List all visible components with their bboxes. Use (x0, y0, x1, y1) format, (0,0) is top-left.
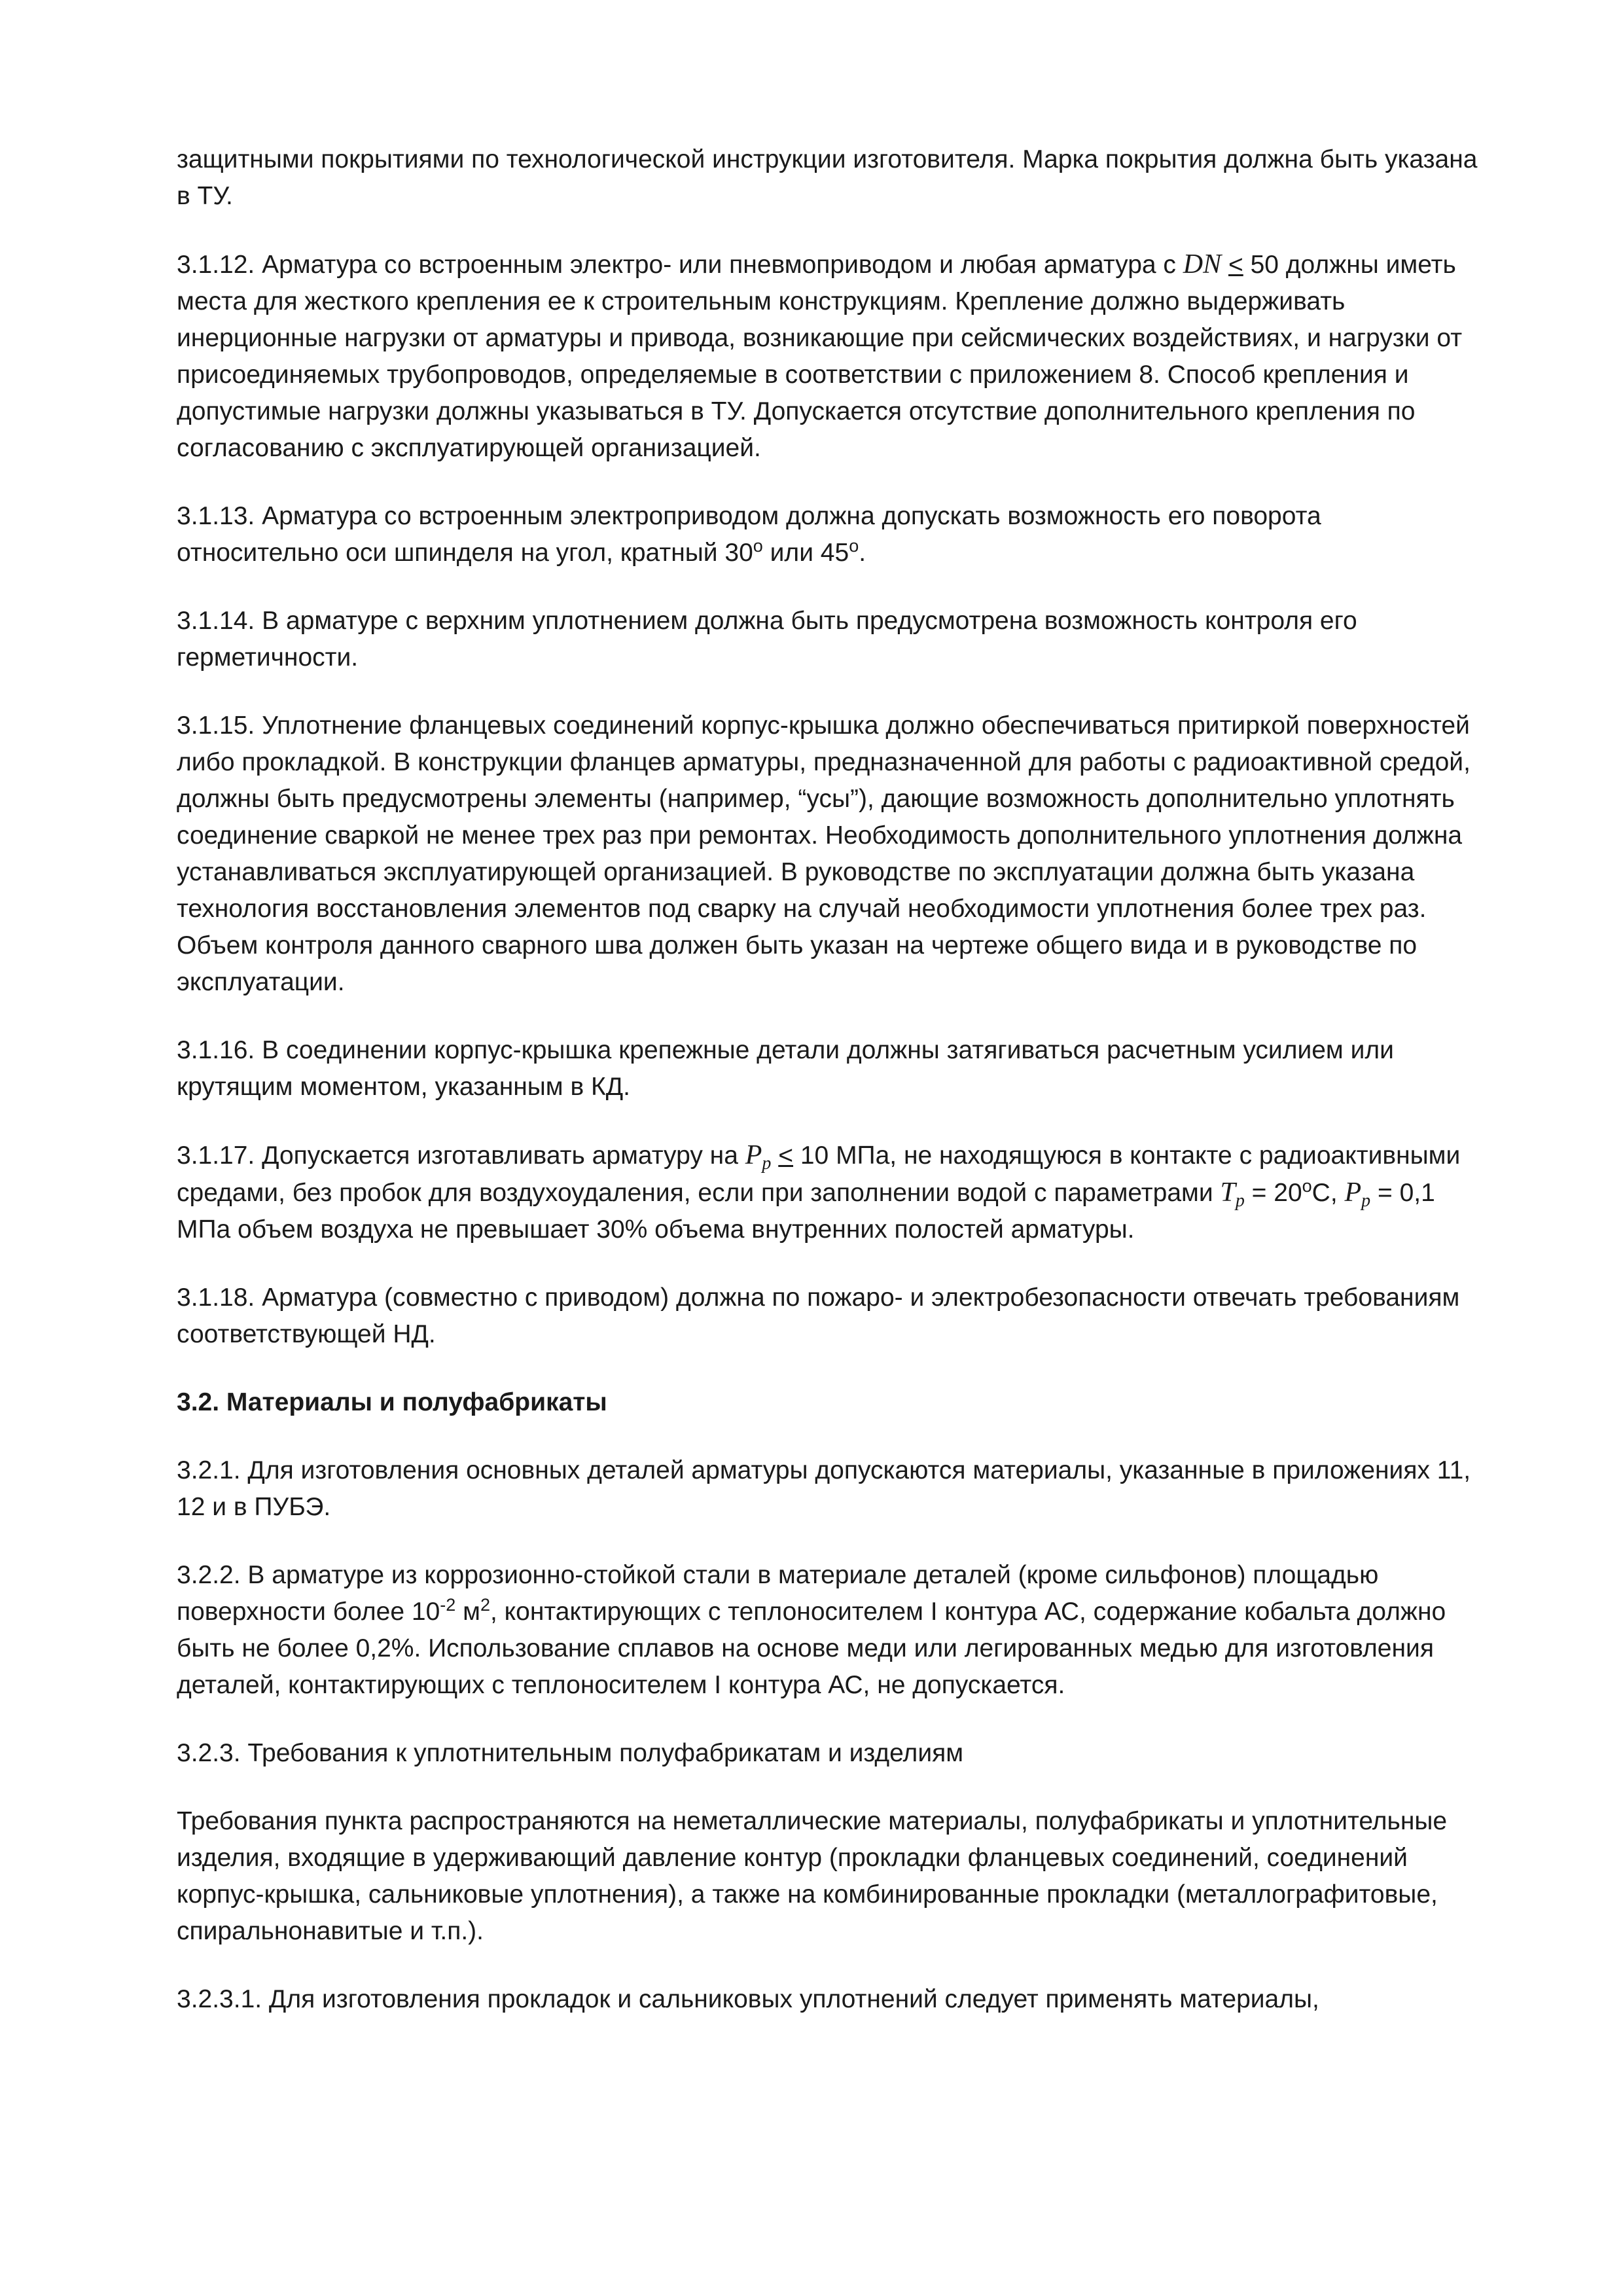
paragraph-text: 50 должны иметь места для жесткого крепления ее к строительным конструкциям. Крепление должно выдерживать инерционные нагрузки от арматуры и привода, возникающие при сейсмических воздействиях, и нагрузки от присоединяемых трубопроводов, определяемые в соответствии с приложением 8. Способ крепления и допустимые нагрузки должны указываться в ТУ. Допускается отсутствие дополнительного крепления по согласованию с эксплуатирующей организацией. (177, 251, 1463, 462)
pressure-symbol: P (745, 1140, 762, 1170)
paragraph-scope (177, 1803, 1479, 1950)
paragraph-text: 3.1.12. Арматура со встроенным электро- или пневмоприводом и любая арматура с (177, 251, 1183, 279)
paragraph-3-1-14 (177, 603, 1479, 676)
paragraph-text: = 0,1 МПа объем воздуха не превышает 30% объема внутренних полостей арматуры. (177, 1179, 1435, 1244)
paragraph-3-1-18 (177, 1280, 1479, 1353)
degree-mark: o (1302, 1176, 1312, 1196)
paragraph-text: 3.1.16. В соединении корпус-крышка крепежные детали должны затягиваться расчетным усилием или крутящим моментом, указанным в КД. (177, 1036, 1394, 1101)
degree-mark: o (753, 536, 763, 556)
paragraph-text: . (859, 539, 866, 567)
paragraph-text: = 20 (1244, 1179, 1302, 1207)
degree-mark: o (849, 536, 859, 556)
subscript-p: p (1235, 1191, 1245, 1211)
paragraph-3-1-15 (177, 708, 1479, 1001)
paragraph-3-1-17 (177, 1137, 1479, 1248)
section-heading-3-2 (177, 1384, 1479, 1421)
less-equal-sign: < (1228, 251, 1243, 279)
exponent: -2 (440, 1595, 456, 1615)
temperature-symbol: T (1220, 1177, 1236, 1208)
paragraph-3-2-1 (177, 1452, 1479, 1526)
paragraph-text: 3.1.18. Арматура (совместно с приводом) должна по пожаро- и электробезопасности отвечать требованиям соответствующей НД. (177, 1283, 1460, 1348)
paragraph-3-2-2 (177, 1557, 1479, 1704)
paragraph-text: 3.1.17. Допускается изготавливать арматуру на (177, 1141, 745, 1170)
paragraph-text: 3.1.15. Уплотнение фланцевых соединений корпус-крышка должно обеспечиваться притиркой поверхностей либо прокладкой. В конструкции фланцев арматуры, предназначенной для работы с радиоактивной средой, должны быть предусмотрены элементы (например, “усы”), дающие возможность дополнительно уплотнять соединение сваркой не менее трех раз при ремонтах. Необходимость дополнительного уплотнения должна устанавливаться эксплуатирующей организацией. В руководстве по эксплуатации должна быть указана технология восстановления элементов под сварку на случай необходимости уплотнения более трех раз. Объем контроля данного сварного шва должен быть указан на чертеже общего вида и в руководстве по эксплуатации. (177, 711, 1471, 996)
paragraph-coatings (177, 141, 1479, 215)
paragraph-text: 3.1.14. В арматуре с верхним уплотнением должна быть предусмотрена возможность контроля его герметичности. (177, 607, 1357, 672)
paragraph-text: защитными покрытиями по технологической инструкции изготовителя. Марка покрытия должна быть указана в ТУ. (177, 145, 1478, 210)
paragraph-text: м (455, 1598, 480, 1626)
paragraph-text: С, (1311, 1179, 1345, 1207)
paragraph-text: Требования пункта распространяются на неметаллические материалы, полуфабрикаты и уплотнительные изделия, входящие в удерживающий давление контур (прокладки фланцевых соединений, соединений корпус-крышка, сальниковые уплотнения), а также на комбинированные прокладки (металлографитовые, спиральнонавитые и т.п.). (177, 1807, 1448, 1945)
paragraph-text: , контактирующих с теплоносителем I контура АС, содержание кобальта должно быть не более 0,2%. Использование сплавов на основе меди или легированных медью для изготовления деталей, контактирующих с теплоносителем I контура АС, не допускается. (177, 1598, 1446, 1699)
subscript-p: p (762, 1153, 772, 1174)
paragraph-3-1-12 (177, 246, 1479, 467)
less-equal-sign: < (778, 1141, 794, 1170)
paragraph-3-2-3-1 (177, 1981, 1479, 2018)
paragraph-3-1-13 (177, 498, 1479, 571)
paragraph-text: 3.2.3.1. Для изготовления прокладок и сальниковых уплотнений следует применять материалы, (177, 1985, 1319, 2013)
paragraph-text: или 45 (762, 539, 849, 567)
paragraph-text: 3.2.1. Для изготовления основных деталей арматуры допускаются материалы, указанные в приложениях 11, 12 и в ПУБЭ. (177, 1456, 1471, 1521)
subscript-p: p (1361, 1191, 1371, 1211)
heading-text: 3.2. Материалы и полуфабрикаты (177, 1388, 607, 1416)
paragraph-text: 3.1.13. Арматура со встроенным электроприводом должна допускать возможность его поворота относительно оси шпинделя на угол, кратный 30 (177, 502, 1321, 567)
paragraph-text: 3.2.2. В арматуре из коррозионно-стойкой стали в материале деталей (кроме сильфонов) площадью поверхности более 10 (177, 1561, 1379, 1626)
paragraph-3-2-3 (177, 1735, 1479, 1772)
paragraph-text: 10 МПа, не находящуюся в контакте с радиоактивными средами, без пробок для воздухоудаления, если при заполнении водой с параметрами (177, 1141, 1461, 1207)
square-exponent: 2 (480, 1595, 490, 1615)
pressure-symbol: P (1344, 1177, 1362, 1208)
paragraph-3-1-16 (177, 1032, 1479, 1105)
paragraph-text: 3.2.3. Требования к уплотнительным полуфабрикатам и изделиям (177, 1739, 964, 1767)
dn-symbol: DN (1183, 249, 1222, 279)
